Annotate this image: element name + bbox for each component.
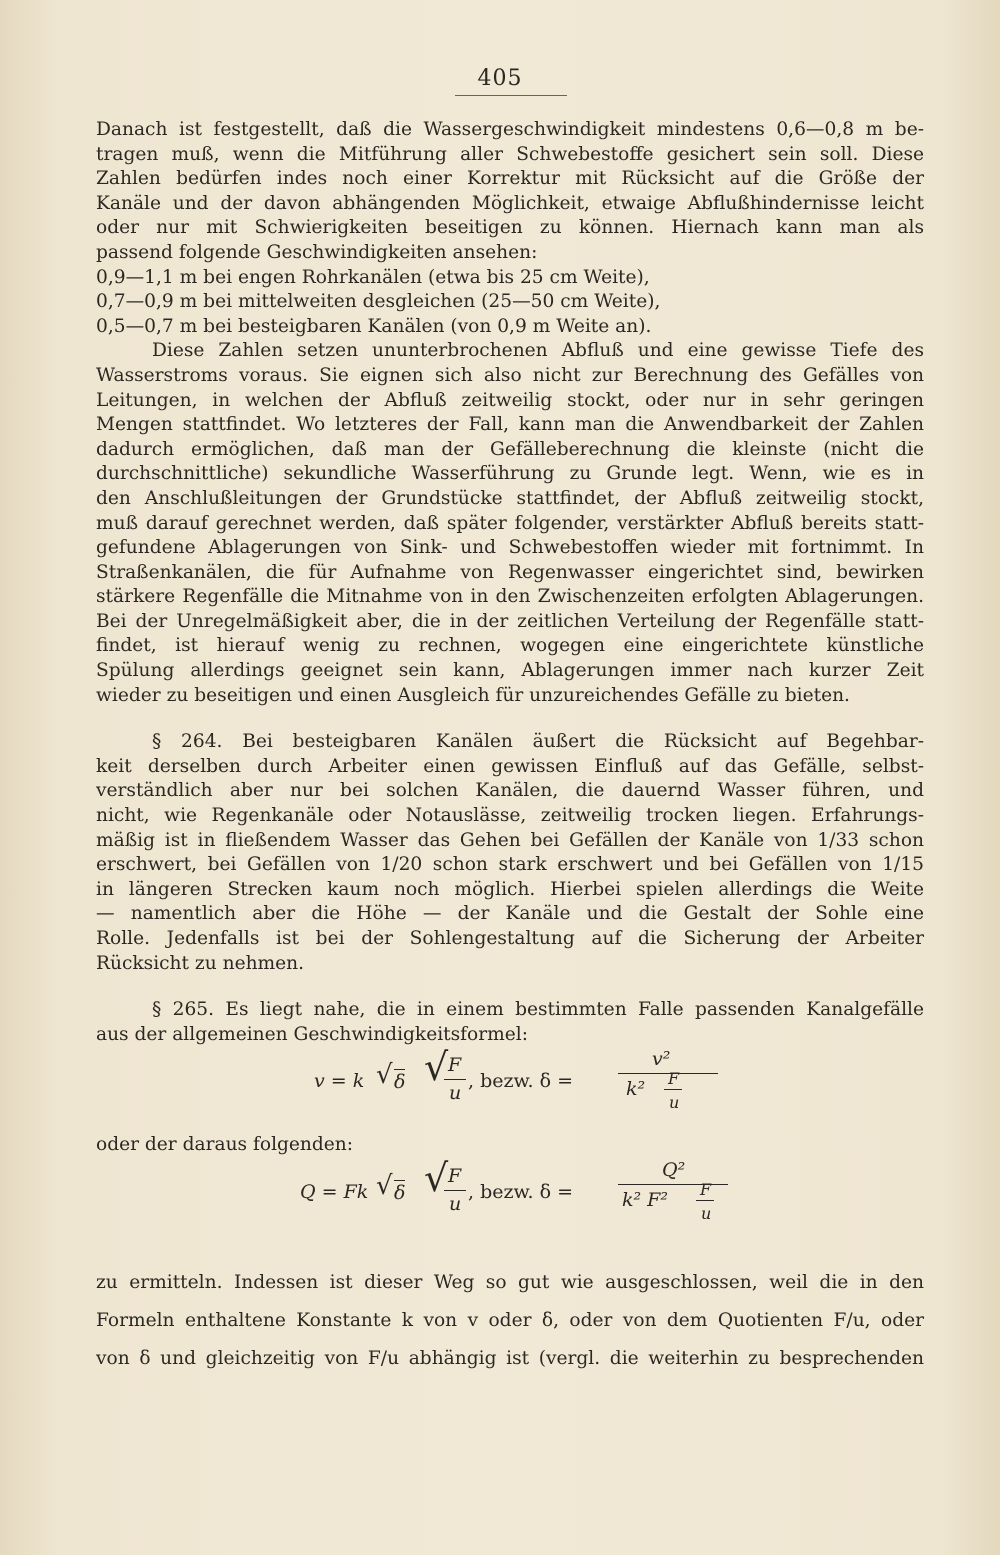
text-line: passend folgende Geschwindigkeiten ansehen: — [96, 241, 538, 263]
text-line: Zahlen bedürfen indes noch einer Korrektur mit Rücksicht auf die Größe der — [96, 168, 924, 190]
text-line: durchschnittliche) sekundliche Wasserführung zu Grunde legt. Wenn, wie es in — [96, 463, 924, 485]
fraction-bar — [696, 1200, 714, 1201]
text-line: erschwert, bei Gefällen von 1/20 schon stark erschwert und bei Gefällen von 1/15 — [96, 854, 924, 876]
text-line: in längeren Strecken kaum noch möglich. Hierbei spielen allerdings die Weite — [96, 878, 924, 900]
text-line: oder der daraus folgenden: — [96, 1134, 354, 1156]
text-line: Formeln enthaltene Konstante k von v oder δ, oder von dem Quotienten F/u, oder — [96, 1309, 924, 1331]
formula-lhs: v = k — [314, 1070, 365, 1093]
text-line: Rücksicht zu nehmen. — [96, 952, 305, 974]
text-line: verständlich aber nur bei solchen Kanälen, die dauernd Wasser führen, und — [96, 780, 924, 802]
list-item: 0,9—1,1 m bei engen Rohrkanälen (etwa bis 25 cm Weite), — [96, 266, 650, 288]
formula-denominator: u — [449, 1082, 462, 1105]
text-line: Kanäle und der davon abhängenden Möglichkeit, etwaige Abflußhindernisse leicht — [96, 192, 924, 214]
section-264 — [96, 730, 924, 976]
formula-gap — [96, 1230, 924, 1264]
text-line: tragen muß, wenn die Mitführung aller Schwebestoffe gesichert sein soll. Diese — [96, 143, 924, 165]
formula-numerator: v² — [652, 1048, 671, 1071]
fraction-bar — [618, 1184, 728, 1185]
text-line: dadurch ermöglichen, daß man der Gefälleberechnung die kleinste (nicht die — [96, 438, 924, 460]
formula-denominator: k² F² — [622, 1188, 668, 1211]
text-line: wieder zu beseitigen und einen Ausgleich für unzureichendes Gefälle zu bieten. — [96, 684, 850, 706]
text-line: von δ und gleichzeitig von F/u abhängig ist (vergl. die weiterhin zu besprechenden — [96, 1347, 924, 1369]
formula-bezw: , bezw. δ = — [468, 1180, 573, 1203]
formula-numerator: F — [448, 1164, 462, 1187]
header-rule — [455, 95, 567, 96]
text-line: Leitungen, in welchen der Abfluß zeitweilig stockt, oder nur in sehr geringen — [96, 389, 924, 411]
speed-list — [96, 266, 924, 340]
page-body — [96, 118, 924, 1378]
text-line: Rolle. Jedenfalls ist bei der Sohlengestaltung auf die Sicherung der Arbeiter — [96, 928, 924, 949]
formula-denominator: k² — [626, 1078, 646, 1101]
section-gap — [96, 708, 924, 730]
paragraph-continuous-flow — [96, 339, 924, 708]
formula-discharge — [96, 1155, 924, 1230]
formula-bezw: , bezw. δ = — [468, 1070, 573, 1093]
text-line: zu ermitteln. Indessen ist dieser Weg so gut wie ausgeschlossen, weil die in den — [96, 1271, 924, 1293]
formula-gap — [96, 1119, 924, 1133]
formula-lhs: Q = Fk — [300, 1180, 369, 1203]
formula-denominator: u — [701, 1203, 712, 1223]
sqrt-icon: √ — [376, 1060, 393, 1091]
formula-velocity — [96, 1047, 924, 1119]
text-line: Wasserstroms voraus. Sie eignen sich also nicht zur Berechnung des Gefälles von — [96, 364, 924, 386]
text-line: Danach ist festgestellt, daß die Wassergeschwindigkeit mindestens 0,6—0,8 m be- — [96, 119, 924, 140]
formula-numerator: F — [668, 1069, 680, 1089]
formula-delta: δ — [394, 1071, 406, 1094]
text-line: stärkere Regenfälle die Mitnahme von in den Zwischenzeiten erfolgten Ablagerungen. — [96, 586, 924, 608]
section-gap — [96, 976, 924, 998]
text-line: nicht, wie Regenkanäle oder Notauslässe, zeitweilig trocken liegen. Erfahrungs- — [96, 805, 924, 827]
text-line: keit derselben durch Arbeiter einen gewissen Einfluß auf das Gefälle, selbst- — [96, 755, 924, 777]
paragraph-conclusion — [96, 1264, 924, 1378]
text-line: mäßig ist in fließendem Wasser das Gehen bei Gefällen der Kanäle von 1/33 schon — [96, 829, 924, 851]
sqrt-icon: √ — [424, 1045, 449, 1090]
text-line: § 264. Bei besteigbaren Kanälen äußert die Rücksicht auf Begehbar- — [152, 731, 924, 753]
text-line: aus der allgemeinen Geschwindigkeitsformel: — [96, 1023, 528, 1045]
section-265 — [96, 998, 924, 1047]
formula-denominator: u — [449, 1192, 462, 1215]
fraction-bar — [664, 1089, 682, 1090]
formula-numerator: F — [700, 1179, 712, 1199]
text-line: muß darauf gerechnet werden, daß später folgender, verstärkter Abfluß bereits statt- — [96, 512, 924, 534]
fraction-bar — [444, 1079, 466, 1080]
list-item: 0,5—0,7 m bei besteigbaren Kanälen (von 0,9 m Weite an). — [96, 315, 652, 337]
text-line: Straßenkanälen, die für Aufnahme von Regenwasser eingerichtet sind, bewirken — [96, 561, 924, 583]
formula-delta: δ — [394, 1181, 406, 1204]
text-line: Bei der Unregelmäßigkeit aber, die in der zeitlichen Verteilung der Regenfälle statt- — [96, 610, 924, 632]
text-line: gefundene Ablagerungen von Sink- und Schwebestoffen wieder mit fortnimmt. In — [96, 537, 924, 559]
page-number: 405 — [477, 66, 523, 91]
text-line: § 265. Es liegt nahe, die in einem bestimmten Falle passenden Kanalgefälle — [152, 999, 924, 1021]
text-line: findet, ist hierauf wenig zu rechnen, wogegen eine eingerichtete künstliche — [96, 635, 924, 657]
paragraph-speeds — [96, 118, 924, 266]
text-line: — namentlich aber die Höhe — der Kanäle und die Gestalt der Sohle eine — [96, 903, 924, 925]
sqrt-icon: √ — [424, 1155, 449, 1200]
formula-denominator: u — [669, 1093, 680, 1113]
text-line: oder nur mit Schwierigkeiten beseitigen zu können. Hiernach kann man als — [96, 217, 924, 239]
formula-numerator: Q² — [662, 1158, 686, 1181]
sqrt-icon: √ — [376, 1170, 393, 1201]
text-line: Mengen stattfindet. Wo letzteres der Fall, kann man die Anwendbarkeit der Zahlen — [96, 414, 924, 436]
formula-numerator: F — [448, 1054, 462, 1077]
list-item: 0,7—0,9 m bei mittelweiten desgleichen (25—50 cm Weite), — [96, 291, 661, 313]
fraction-bar — [444, 1190, 466, 1191]
text-line: Spülung allerdings geeignet sein kann, Ablagerungen immer nach kurzer Zeit — [96, 660, 924, 682]
text-line: den Anschlußleitungen der Grundstücke stattfindet, der Abfluß zeitweilig stockt, — [96, 487, 924, 509]
text-line: Diese Zahlen setzen ununterbrochenen Abfluß und eine gewisse Tiefe des — [152, 340, 924, 362]
